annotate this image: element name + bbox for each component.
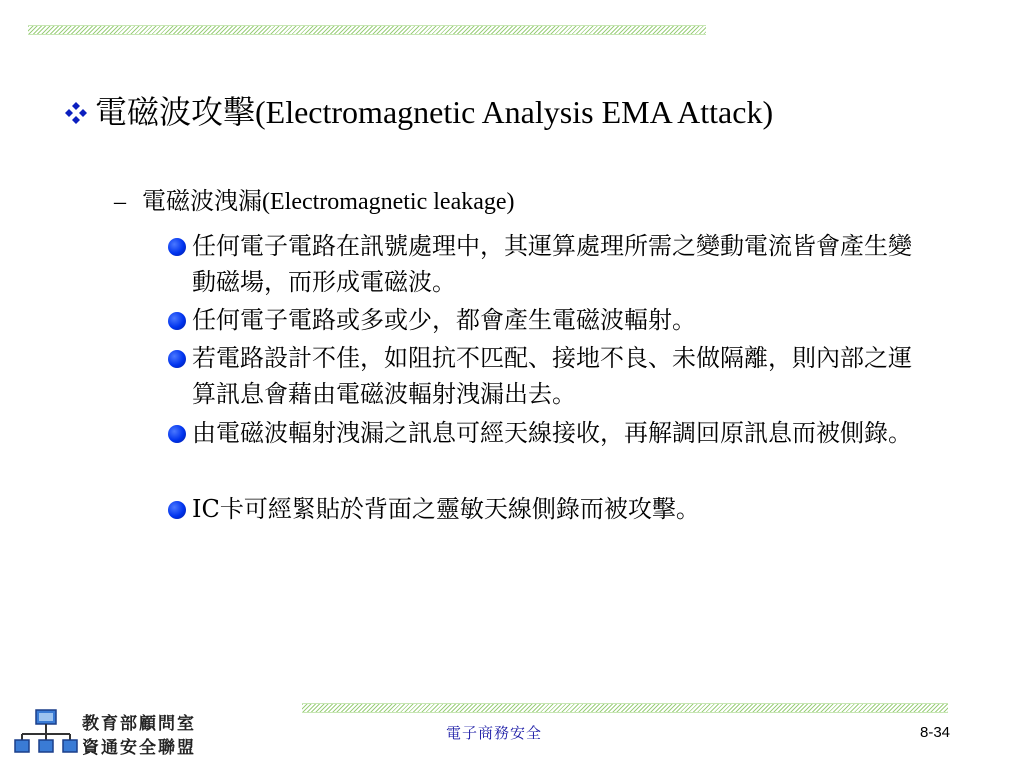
- org-line-1: 教育部顧問室: [82, 714, 196, 734]
- footer-course-title: 電子商務安全: [446, 724, 543, 742]
- page-number: 8-34: [920, 724, 951, 741]
- organization-name: [82, 712, 196, 760]
- bullet-dot-icon: [168, 238, 186, 256]
- bullet-dot-icon: [168, 425, 186, 443]
- slide-heading: 電磁波攻擊(Electromagnetic Analysis EMA Attack): [95, 94, 774, 130]
- bullet-item: 任何電子電路在訊號處理中，其運算處理所需之變動電流皆會產生變動磁場，而形成電磁波。: [192, 232, 912, 296]
- bottom-decorative-bar: [302, 703, 948, 713]
- org-line-2: 資通安全聯盟: [82, 738, 196, 758]
- bullet-item: 由電磁波輻射洩漏之訊息可經天線接收，再解調回原訊息而被側錄。: [192, 419, 912, 447]
- bullet-item: IC卡可經緊貼於背面之靈敏天線側錄而被攻擊。: [192, 495, 700, 523]
- bullet-dot-icon: [168, 350, 186, 368]
- bullet-dot-icon: [168, 501, 186, 519]
- network-logo-icon: [14, 708, 78, 758]
- bullet-item: 任何電子電路或多或少，都會產生電磁波輻射。: [192, 306, 696, 334]
- diamond-bullet-icon: [63, 100, 89, 126]
- bullet-dot-icon: [168, 312, 186, 330]
- subheading: 電磁波洩漏(Electromagnetic leakage): [142, 189, 515, 215]
- subheading-dash: –: [114, 189, 126, 215]
- bullet-item: 若電路設計不佳，如阻抗不匹配、接地不良、未做隔離，則內部之運算訊息會藉由電磁波輻射洩漏出去。: [192, 344, 912, 408]
